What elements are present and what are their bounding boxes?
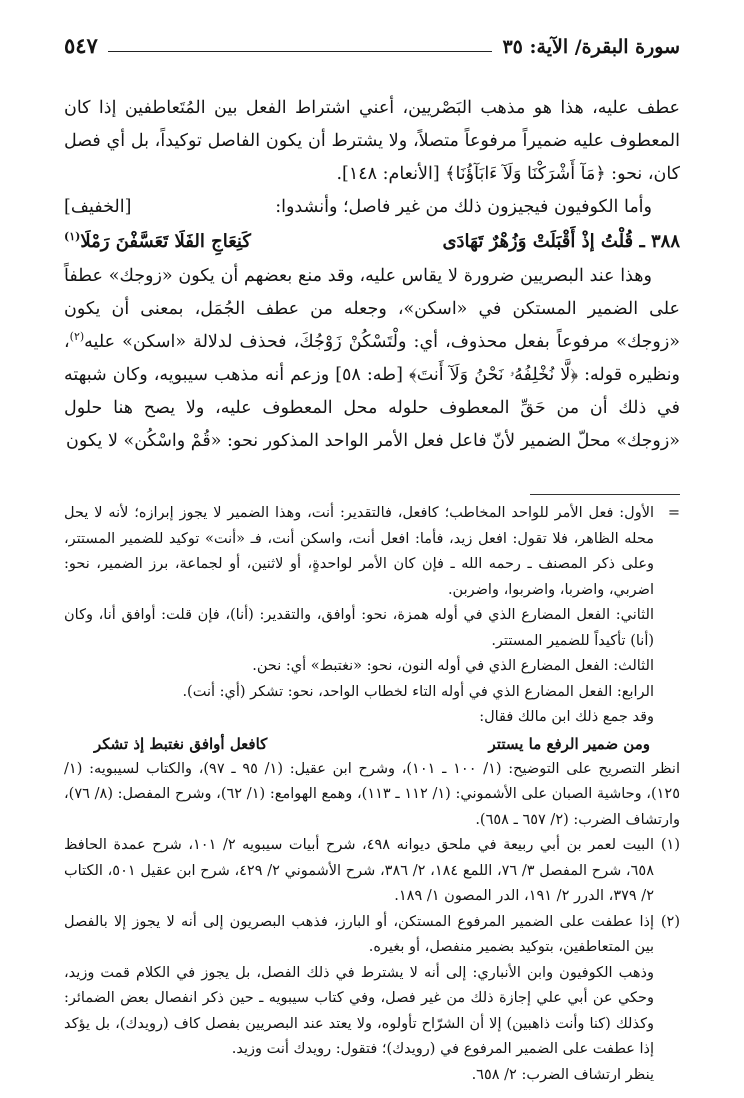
footnote-cont-5: وقد جمع ذلك ابن مالك فقال: xyxy=(479,709,654,725)
footnote-cont-4: الرابع: الفعل المضارع الذي في أوله التاء لخطاب الواحد، نحو: تشكر (أي: أنت). xyxy=(182,683,654,700)
footnotes xyxy=(64,501,680,1088)
footnote-cont-3: الثالث: الفعل المضارع الذي في أوله النون، نحو: «نغتبط» أي: نحن. xyxy=(252,658,654,674)
verse-first-text: قُلْتُ إذْ أَقْبَلَتْ وَزُهْرٌ تَهَادَى xyxy=(442,231,634,252)
footnote-1-text: البيت لعمر بن أبي ربيعة في ملحق ديوانه ٤٩٨، شرح أبيات سيبويه ٢/ ١٠١، شرح عمدة الحافظ ٦٥٨، شرح المفصل ٣/ ٧٦، اللمع ١٨٤، ٢/ ٣٨٦، شرح الأشموني ٢/ ٤٢٩، شرح ابن عقيل ٥٠١، الكتاب ٢/ ٣٧٩، الدرر ٢/ ١٩١، الدر المصون ١/ ١٨٩. xyxy=(64,837,655,904)
paragraph-3-text: وهذا عند البصريين ضرورة لا يقاس عليه، وقد منع بعضهم أن يكون «زوجك» عطفاً على الضمير المستكن في «اسكن»، وجعله من عطف الجُمَل، بمعنى أن يكون «زوجك» مرفوعاً بفعل محذوف، أي: ولْتَسْكُنْ زَوْجُكَ، فحذف لدلالة «اسكن» عليه xyxy=(64,266,680,352)
paragraph-2 xyxy=(64,191,680,224)
footnote-2 xyxy=(64,910,680,1089)
meter-tag: [الخفيف] xyxy=(64,197,132,217)
footnote-separator xyxy=(530,494,680,495)
verse-second-half xyxy=(64,224,251,260)
poetry-verse xyxy=(64,224,680,260)
running-title: سورة البقرة/ الآية: ٣٥ xyxy=(502,36,680,58)
paragraph-1: عطف عليه، هذا هو مذهب البَصْريين، أعني اشتراط الفعل بين المُتَعاطفين إذا كان المعطوف عليه ضميراً مرفوعاً متصلاً، ولا يشترط أن يكون الفاصل توكيداً، بل أي فصل كان، نحو: ﴿مَآ أَشْرَكْنَا وَلَآ ءَابَآؤُنَا﴾ [الأنعام: ١٤٨]. xyxy=(64,98,680,184)
footnote-1 xyxy=(64,833,680,910)
footnote-cont-1: الأول: فعل الأمر للواحد المخاطب؛ كافعل، فالتقدير: أنت، وهذا الضمير لا يجوز إبرازه؛ لأنه لا يحل محله الظاهر، فلا تقول: افعل زيد، فأما: افعل أنت، واسكن أنت، فـ «أنت» توكيد للضمير المستتر، وعلى ذكر المصنف ـ رحمه الله ـ فإن كان الأمر لواحدةٍ، أو لاثنين، أو لجماعة، برز الضمير، نحو: اضربي، واضربا، واضربوا، واضربن. xyxy=(64,505,654,598)
footnote-1-number: (١) xyxy=(660,837,680,853)
header-rule xyxy=(108,51,493,52)
footnote-continuation xyxy=(64,501,680,603)
paragraph-4-text: ، ونظيره قوله: ﴿لَّا نُخْلِفُهُۥ نَحْنُ وَلَآ أَنتَ﴾ [طه: ٥٨] وزعم أنه مذهب سيبويه، وكان شبهته في ذلك أن من حَقِّ المعطوف حلوله محل المعطوف عليه، ولا يصح هنا حلول «زوجك» محلّ الضمير لأنّ فاعل فعل الأمر الواحد المذكور نحو: «قُمْ واسْكُن» لا يكون xyxy=(64,332,680,451)
verse-first-half xyxy=(442,224,680,260)
verse-second-text: كَنِعَاجِ الفَلَا تَعَسَّفْنَ رَمْلَا xyxy=(80,231,251,252)
main-text xyxy=(64,92,680,458)
footnote-cont-2: الثاني: الفعل المضارع الذي في أوله همزة، نحو: أوافق، والتقدير: (أنا)، فإن قلت: أوافق أنا، وكان (أنا) تأكيداً للضمير المستتر. xyxy=(64,607,654,649)
page-number: ٥٤٧ xyxy=(64,33,98,58)
footnote-ref-1[interactable]: (١) xyxy=(64,230,81,243)
footnote-2-number: (٢) xyxy=(660,913,680,930)
footnote-verse-second: كافعل أوافق نغتبط إذ تشكر xyxy=(94,734,268,753)
verse-number: ٣٨٨ ـ xyxy=(639,231,680,252)
footnote-verse-first: ومن ضمير الرفع ما يستتر xyxy=(488,734,650,753)
footnote-cont-6: انظر التصريح على التوضيح: (١/ ١٠٠ ـ ١٠١)، وشرح ابن عقيل: (١/ ٩٥ ـ ٩٧)، والكتاب لسيبويه: (١/ ١٢٥)، وحاشية الصبان على الأشموني: (١/ ١١٢ ـ ١١٣)، وهمع الهوامع: (١/ ٦٢)، وشرح المفصل: (٨/ ٧٦)، وارتشاف الضرب: (٢/ ٦٥٧ ـ ٦٥٨). xyxy=(64,760,681,828)
footnote-2-text-2: وذهب الكوفيون وابن الأنباري: إلى أنه لا يشترط في ذلك الفصل، بل يجوز في الكلام قمت وزيد، وحكي عن أبي علي إجازة ذلك من غير فصل، وفي كتاب سيبويه ـ حين ذكر انفصال بعض الضمائر: وكذلك (كنا وأنت ذاهبين) إلا أن الشرّاح تأولوه، ولا يعتد عند البصريين بفصل كاف (رويدك)، بل يؤكد إذا عطفت على الضمير المرفوع في (رويدك)؛ فتقول: رويدك أنت وزيد. xyxy=(64,964,654,1057)
footnote-verse xyxy=(64,731,680,757)
paragraph-3 xyxy=(64,260,680,458)
paragraph-2-text: وأما الكوفيون فيجيزون ذلك من غير فاصل؛ وأنشدوا: xyxy=(275,197,652,217)
book-page xyxy=(64,28,681,1083)
page-header xyxy=(64,28,680,58)
footnote-2-text-3: ينظر ارتشاف الضرب: ٢/ ٦٥٨. xyxy=(471,1066,654,1083)
footnote-2-text-1: إذا عطفت على الضمير المرفوع المستكن، أو البارز، فذهب البصريون إلى أنه لا يجوز إلا بالفصل بين المتعاطفين، بتوكيد بضمير منفصل، أو بغيره. xyxy=(64,913,654,955)
footnote-ref-2[interactable]: (٢) xyxy=(69,330,85,344)
continuation-marker: = xyxy=(667,505,680,521)
